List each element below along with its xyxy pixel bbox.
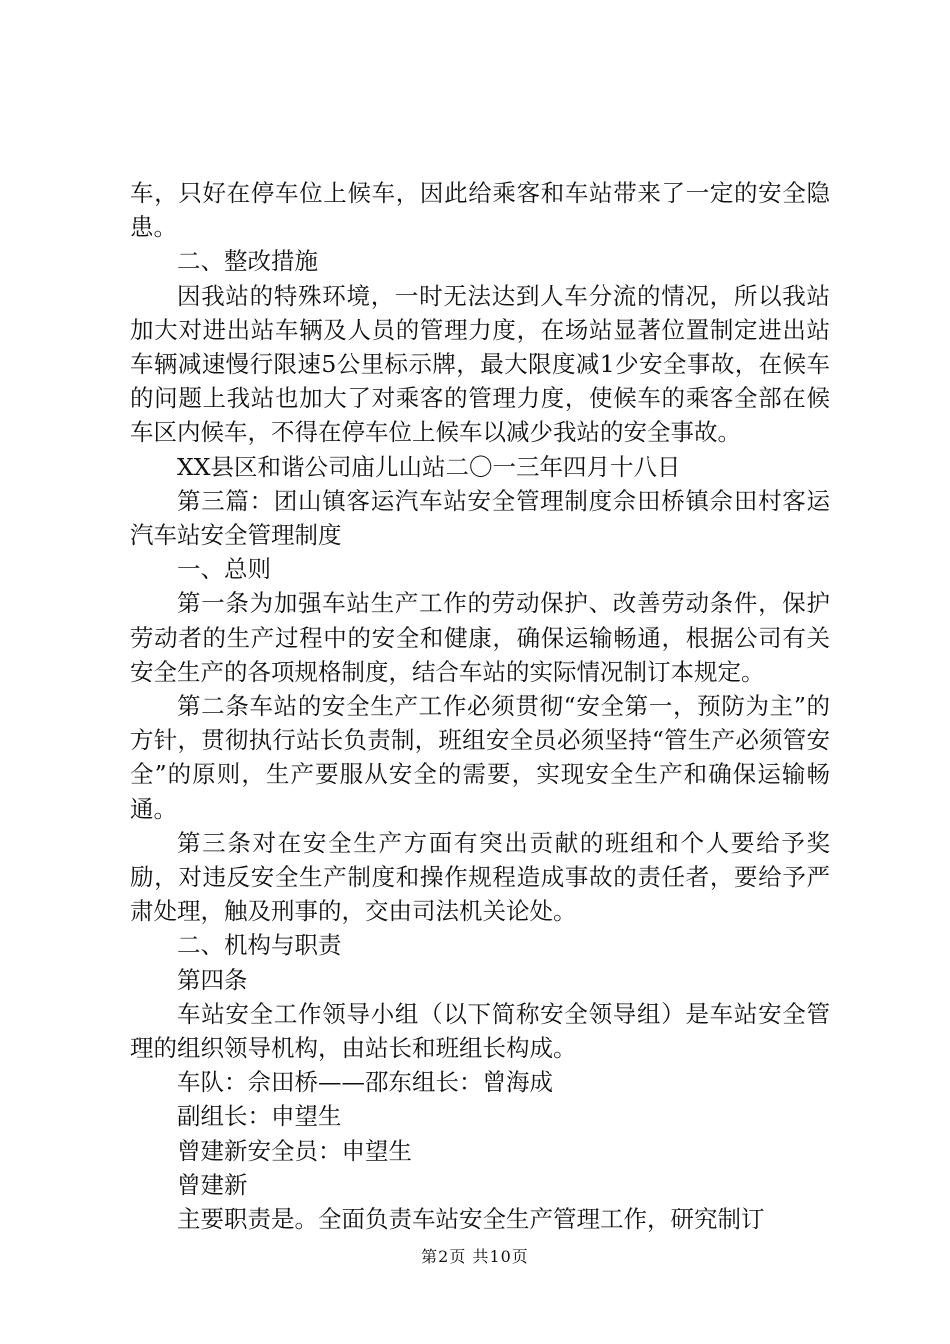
document-body	[130, 176, 830, 1236]
paragraph-1: 车，只好在停车位上候车，因此给乘客和车站带来了一定的安全隐患。	[130, 179, 830, 242]
team-line-leader: 车队：佘田桥——邵东组长：曾海成	[177, 1068, 553, 1097]
section-heading-rectification: 二、整改措施	[177, 247, 318, 276]
article-2: 第二条车站的安全生产工作必须贯彻“安全第一，预防为主”的方针，贯彻执行站长负责制，班组安全员必须坚持“管生产必须管安全”的原则，生产要服从安全的需要，实现安全生产和确保运输畅通。	[130, 692, 830, 823]
chapter-title: 第三篇：团山镇客运汽车站安全管理制度佘田桥镇佘田村客运汽车站安全管理制度	[130, 486, 830, 550]
article-1: 第一条为加强车站生产工作的劳动保护、改善劳动条件，保护劳动者的生产过程中的安全和健康，确保运输畅通，根据公司有关安全生产的各项规格制度，结合车站的实际情况制订本规定。	[130, 589, 830, 686]
team-line-deputy: 副组长：申望生	[177, 1102, 342, 1131]
article-4-body: 车站安全工作领导小组（以下简称安全领导组）是车站安全管理的组织领导机构，由站长和班组长构成。	[130, 999, 830, 1063]
duties-paragraph: 主要职责是。全面负责车站安全生产管理工作，研究制订	[177, 1205, 765, 1234]
signature-date-line: XX县区和谐公司庙儿山站二〇一三年四月十八日	[177, 452, 681, 481]
paragraph-3: 因我站的特殊环境，一时无法达到人车分流的情况，所以我站加大对进出站车辆及人员的管理力度，在场站显著位置制定进出站车辆减速慢行限速5公里标示牌，最大限度减1少安全事故，在候车的问题上我站也加大了对乘客的管理力度，使候车的乘客全部在候车区内候车，不得在停车位上候车以减少我站的安全事故。	[130, 281, 830, 447]
section-heading-general: 一、总则	[177, 555, 271, 584]
team-line-member: 曾建新	[177, 1170, 248, 1199]
article-3: 第三条对在安全生产方面有突出贡献的班组和个人要给予奖励，对违反安全生产制度和操作规程造成事故的责任者，要给予严肃处理，触及刑事的，交由司法机关论处。	[130, 828, 830, 926]
team-line-safety-officer: 曾建新安全员：申望生	[177, 1136, 412, 1165]
page-number-footer: 第2页 共10页	[421, 1247, 529, 1266]
article-4-heading: 第四条	[177, 965, 248, 994]
section-heading-organization: 二、机构与职责	[177, 931, 342, 960]
